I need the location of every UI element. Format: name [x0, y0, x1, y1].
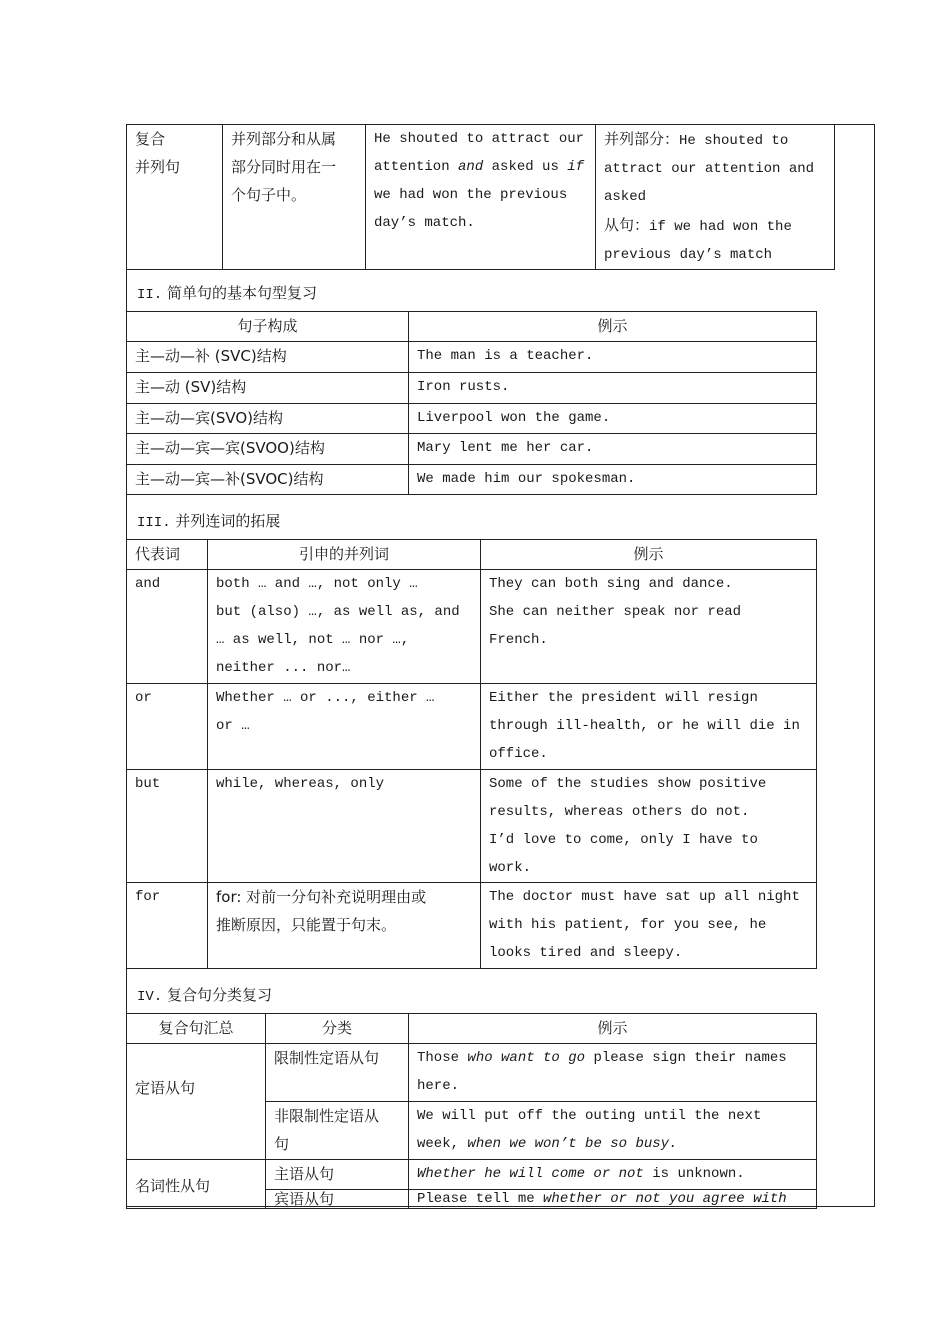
- clause-type-cell: 限制性定语从句: [266, 1044, 409, 1102]
- example-cell: The man is a teacher.: [409, 342, 817, 373]
- structure-cell: 主—动—补 (SVC)结构: [127, 342, 409, 373]
- example-cell: Some of the studies show positive results, whereas others do not. I’d love to come, only I have to work.: [481, 770, 817, 883]
- section-4-heading: IV. 复合句分类复习: [137, 986, 273, 1005]
- example-cell: Iron rusts.: [409, 373, 817, 404]
- word-cell: but: [127, 770, 208, 883]
- extension-cell: for: 对前一分句补充说明理由或 推断原因，只能置于句末。: [208, 883, 481, 969]
- nominal-clause-group: 名词性从句: [127, 1160, 266, 1209]
- clause-type-cell: 宾语从句: [266, 1190, 409, 1209]
- attributive-clause-group: 定语从句: [127, 1044, 266, 1160]
- simple-sentence-table: [126, 311, 817, 495]
- example-cell: Please tell me whether or not you agree with: [409, 1190, 817, 1209]
- definition-cell: 并列部分和从属 部分同时用在一 个句子中。: [223, 125, 366, 270]
- table-header: 例示: [409, 1014, 817, 1044]
- word-cell: or: [127, 684, 208, 770]
- structure-cell: 主—动—宾—宾(SVOO)结构: [127, 434, 409, 465]
- clause-type-cell: 主语从句: [266, 1160, 409, 1190]
- table-header: 复合句汇总: [127, 1014, 266, 1044]
- structure-cell: 主—动—宾—补(SVOC)结构: [127, 465, 409, 495]
- clause-type-cell: 非限制性定语从 句: [266, 1102, 409, 1160]
- structure-cell: 主—动—宾(SVO)结构: [127, 404, 409, 434]
- example-cell: Liverpool won the game.: [409, 404, 817, 434]
- section-2-heading: II. 简单句的基本句型复习: [137, 284, 318, 303]
- category-cell: 复合 并列句: [127, 125, 223, 270]
- complex-sentence-table: [126, 1013, 817, 1209]
- example-cell: We made him our spokesman.: [409, 465, 817, 495]
- extension-cell: Whether … or ..., either … or …: [208, 684, 481, 770]
- table-header: 分类: [266, 1014, 409, 1044]
- conjunction-table: [126, 539, 817, 969]
- example-cell: Whether he will come or not is unknown.: [409, 1160, 817, 1190]
- compound-complex-table: [126, 124, 835, 270]
- example-cell: Either the president will resign through ill-health, or he will die in office.: [481, 684, 817, 770]
- word-cell: and: [127, 570, 208, 684]
- example-cell: They can both sing and dance. She can neither speak nor read French.: [481, 570, 817, 684]
- table-header: 引申的并列词: [208, 540, 481, 570]
- example-cell: Those who want to go please sign their names here.: [409, 1044, 817, 1102]
- word-cell: for: [127, 883, 208, 969]
- table-header: 例示: [409, 312, 817, 342]
- analysis-cell: 并列部分：He shouted to attract our attention and asked 从句：if we had won the previous day’s match: [596, 125, 835, 270]
- table-header: 例示: [481, 540, 817, 570]
- example-cell: The doctor must have sat up all night with his patient, for you see, he looks tired and sleepy.: [481, 883, 817, 969]
- example-cell: Mary lent me her car.: [409, 434, 817, 465]
- structure-cell: 主—动 (SV)结构: [127, 373, 409, 404]
- extension-cell: both … and …, not only … but (also) …, as well as, and … as well, not … nor …, neither ... nor…: [208, 570, 481, 684]
- example-cell: He shouted to attract our attention and asked us if we had won the previous day’s match.: [366, 125, 596, 270]
- table-header: 句子构成: [127, 312, 409, 342]
- extension-cell: while, whereas, only: [208, 770, 481, 883]
- table-header: 代表词: [127, 540, 208, 570]
- section-3-heading: III. 并列连词的拓展: [137, 512, 281, 531]
- example-cell: We will put off the outing until the next week, when we won’t be so busy.: [409, 1102, 817, 1160]
